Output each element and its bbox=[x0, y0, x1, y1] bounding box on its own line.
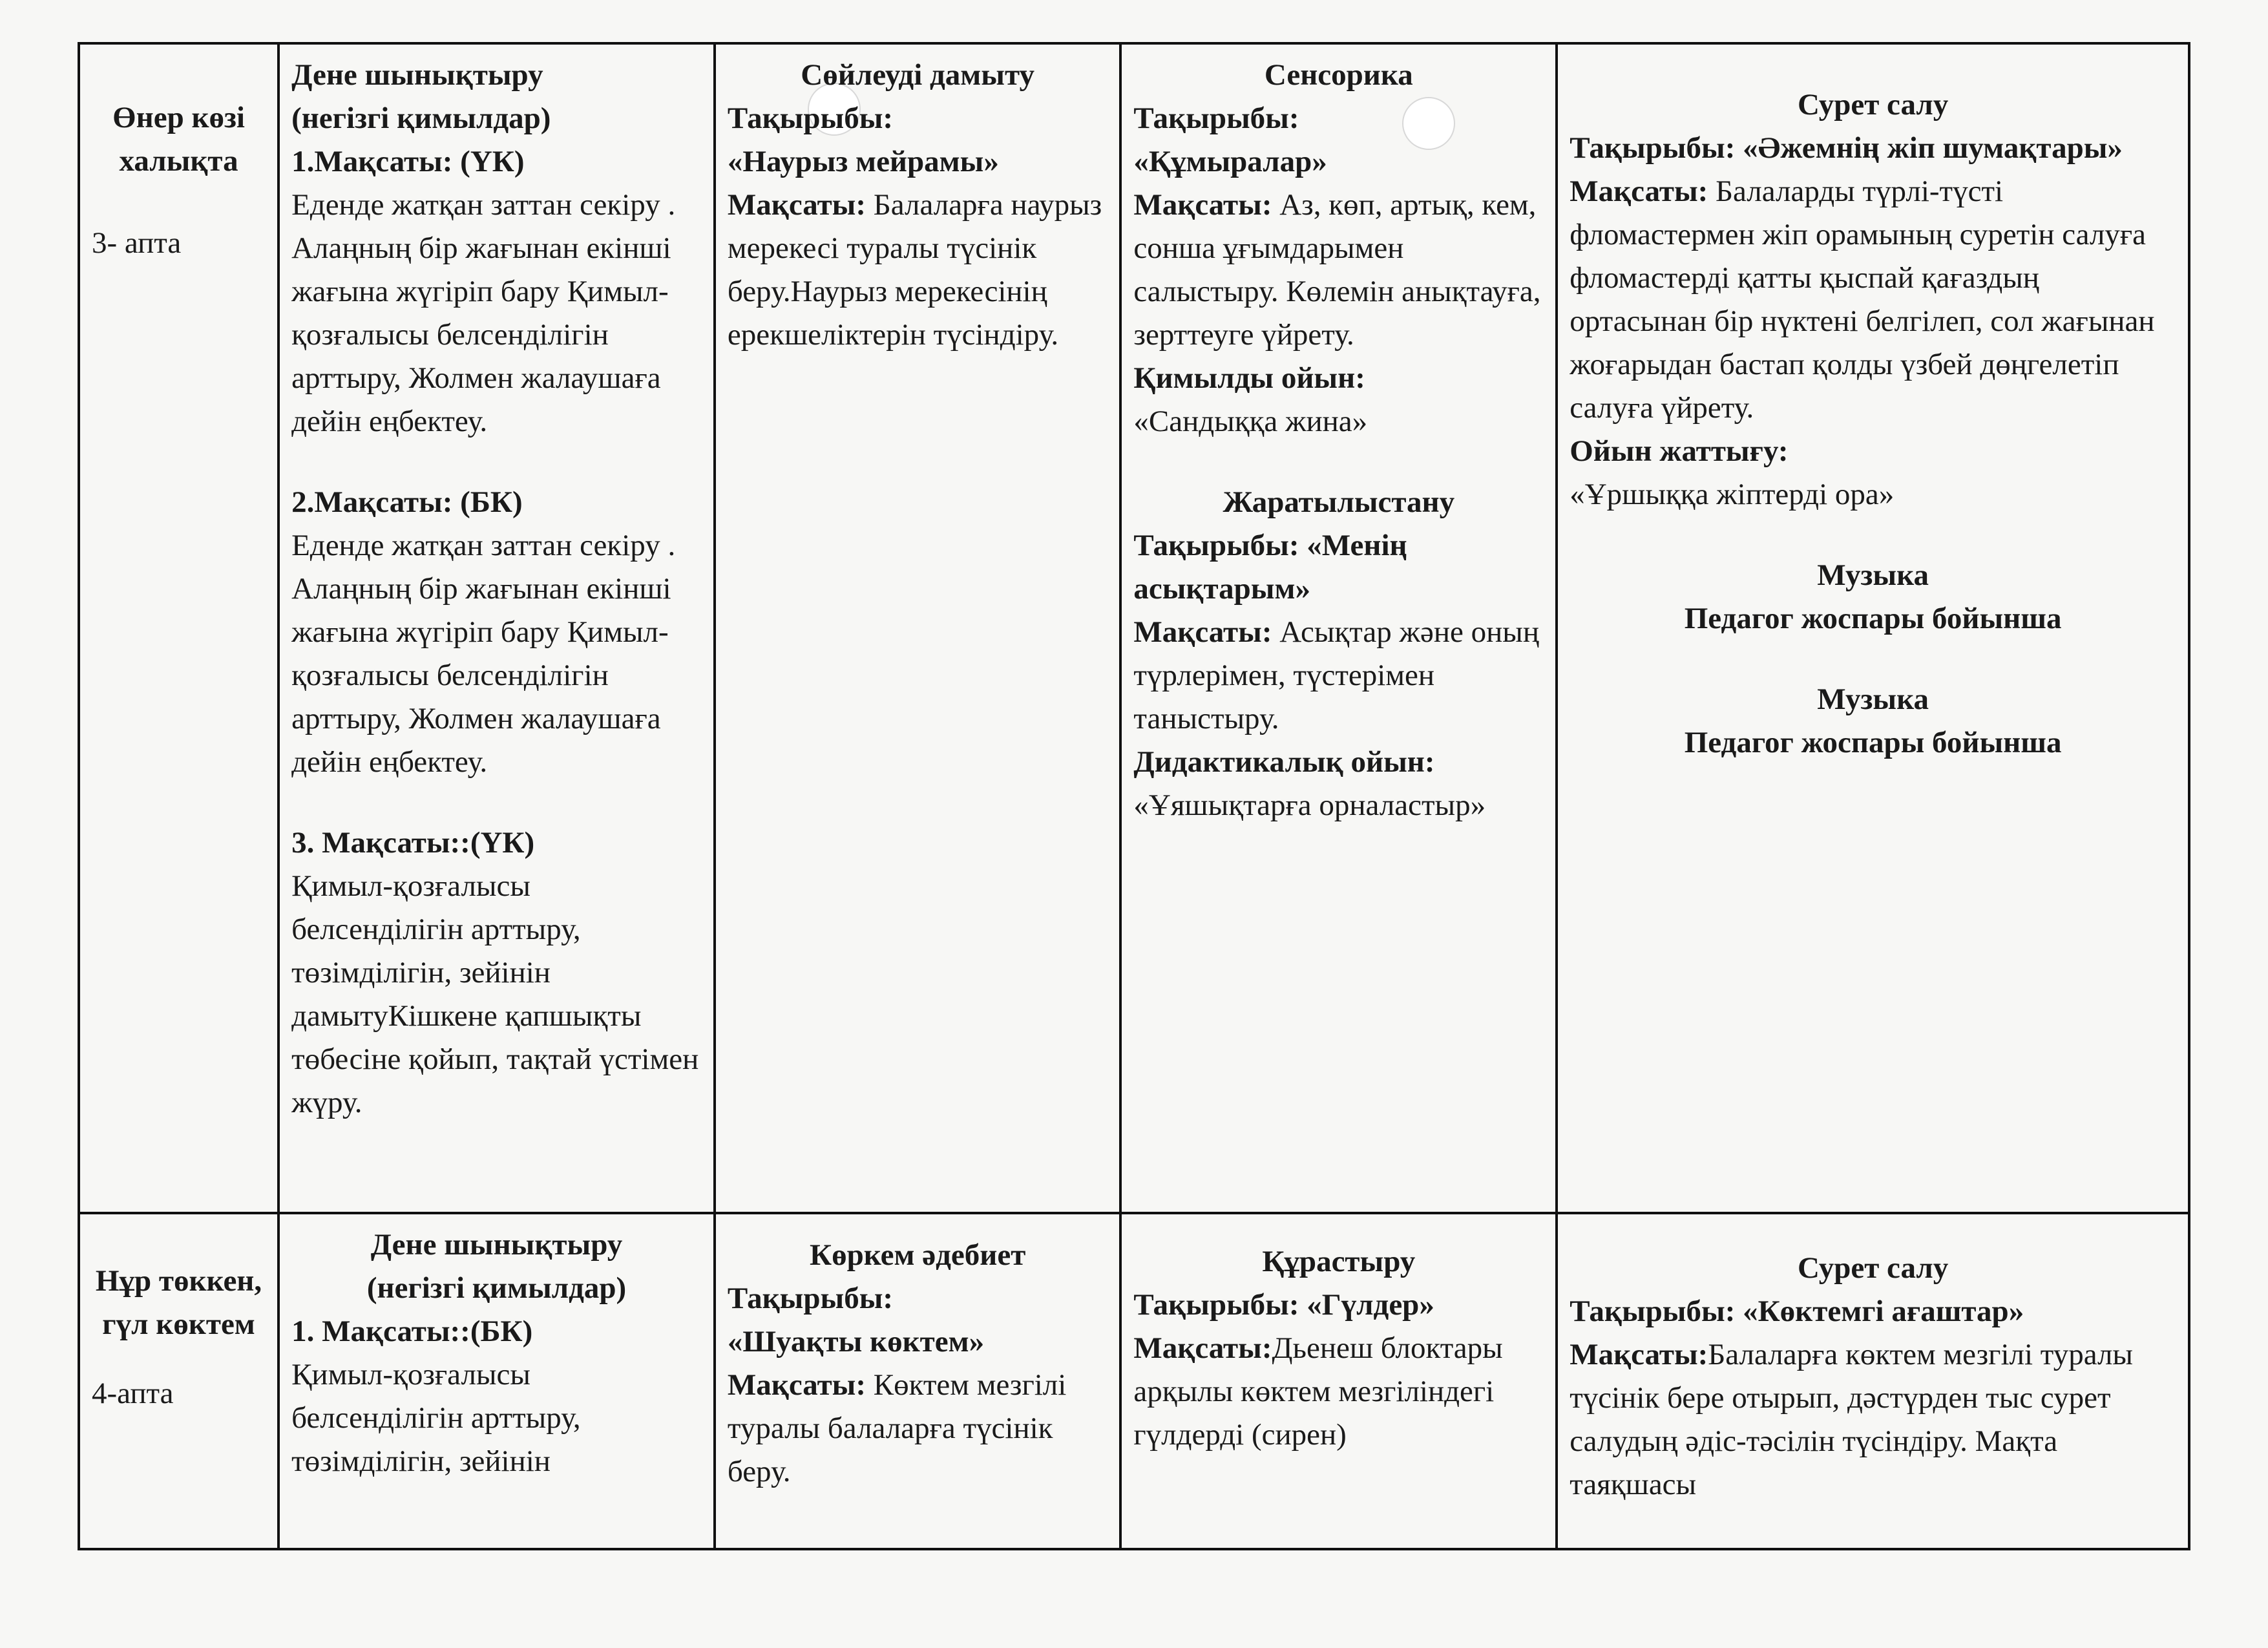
sensorics-cell bbox=[1120, 43, 1557, 1213]
topic-label: Тақырыбы: bbox=[1133, 529, 1299, 562]
goal-label: 2.Мақсаты: (БК) bbox=[291, 485, 523, 519]
theme-cell bbox=[79, 43, 278, 1213]
goal-text: Дьенеш блоктары арқылы көктем мезгіліндегі гүлдерді (сирен) bbox=[1133, 1331, 1503, 1452]
goal-label: 1.Мақсаты: (ҮК) bbox=[291, 145, 525, 178]
topic-paragraph bbox=[1570, 1290, 2176, 1333]
goal-paragraph bbox=[1570, 170, 2176, 430]
topic-text: «Көктемгі ағаштар» bbox=[1743, 1294, 2024, 1328]
goal-text: Асықтар және оның түрлерімен, түстерімен таныстыру. bbox=[1133, 615, 1539, 735]
game-text: «Ұяшықтарға орналастыр» bbox=[1133, 788, 1486, 822]
music-title: Музыка bbox=[1817, 558, 1929, 592]
table-row bbox=[79, 1213, 2189, 1549]
subject-heading: Жаратылыстану bbox=[1223, 485, 1455, 519]
topic-text: «Құмыралар» bbox=[1133, 145, 1327, 178]
subject-heading: Құрастыру bbox=[1262, 1245, 1416, 1278]
goal-label: 1. Мақсаты::(БК) bbox=[291, 1315, 533, 1348]
music-title: Музыка bbox=[1817, 682, 1929, 716]
goal-text: Еденде жатқан заттан секіру . Алаңның бір жағынан екінші жағына жүгіріп бару Қимыл-қозғалысы белсенділігін арттыру, Жолмен жалаушаға дейін еңбектеу. bbox=[291, 188, 676, 438]
subject-heading: Дене шынықтыру bbox=[370, 1228, 623, 1262]
table-row bbox=[79, 43, 2189, 1213]
topic-label: Тақырыбы: bbox=[727, 1282, 894, 1315]
music-text: Педагог жоспары бойынша bbox=[1684, 602, 2062, 635]
topic-text: «Наурыз мейрамы» bbox=[727, 145, 999, 178]
goal-label: Мақсаты: bbox=[1570, 174, 1708, 208]
topic-label: Тақырыбы: bbox=[1570, 131, 1736, 165]
topic-label: Тақырыбы: bbox=[727, 101, 894, 135]
theme-title: Нұр төккен, гүл көктем bbox=[95, 1264, 262, 1341]
subject-heading: Көркем әдебиет bbox=[810, 1238, 1026, 1272]
goal-text: Қимыл-қозғалысы белсенділігін арттыру, төзімділігін, зейінін дамытуКішкене қапшықты төбесіне қойып, тақтай үстімен жүру. bbox=[291, 869, 699, 1119]
physical-education-cell bbox=[278, 1213, 715, 1549]
literature-cell bbox=[715, 1213, 1120, 1549]
goal-paragraph bbox=[1570, 1333, 2176, 1506]
week-label: 3- апта bbox=[92, 226, 182, 260]
topic-text: «Шуақты көктем» bbox=[727, 1325, 985, 1358]
plan-table bbox=[78, 42, 2190, 1550]
game-label: Дидактикалық ойын: bbox=[1133, 745, 1435, 779]
goal-text: Көктем мезгілі туралы балаларға түсінік беру. bbox=[727, 1368, 1067, 1488]
goal-label: Мақсаты: bbox=[727, 1368, 866, 1402]
goal-label: Мақсаты: bbox=[1133, 1331, 1272, 1365]
topic-paragraph bbox=[1133, 524, 1544, 611]
topic-text: «Гүлдер» bbox=[1307, 1288, 1434, 1322]
subject-heading: Сурет салу bbox=[1797, 1251, 1949, 1285]
week-label: 4-апта bbox=[92, 1377, 174, 1410]
topic-text: «Менің асықтарым» bbox=[1133, 529, 1407, 606]
goal-text: Қимыл-қозғалысы белсенділігін арттыру, төзімділігін, зейінін bbox=[291, 1358, 581, 1478]
drawing-cell bbox=[1557, 43, 2189, 1213]
goal-paragraph bbox=[728, 184, 1108, 357]
subject-subheading: (негізгі қимылдар) bbox=[366, 1271, 627, 1305]
game-label: Қимылды ойын: bbox=[1133, 361, 1365, 395]
exercise-label: Ойын жаттығу: bbox=[1570, 434, 1789, 468]
topic-label: Тақырыбы: bbox=[1570, 1294, 1736, 1328]
drawing-cell bbox=[1557, 1213, 2189, 1549]
goal-paragraph bbox=[1133, 611, 1544, 741]
goal-text: Аз, көп, артық, кем, сонша ұғымдарымен салыстыру. Көлемін анықтауға, зерттеуге үйрету. bbox=[1133, 188, 1541, 352]
subject-heading: Сөйлеуді дамыту bbox=[801, 58, 1034, 92]
theme-cell bbox=[79, 1213, 278, 1549]
exercise-text: «Ұршыққа жіптерді ора» bbox=[1570, 478, 1895, 511]
goal-label: 3. Мақсаты::(ҮК) bbox=[291, 826, 535, 860]
goal-label: Мақсаты: bbox=[1133, 615, 1272, 649]
game-text: «Сандыққа жина» bbox=[1133, 405, 1368, 438]
goal-text: Балаларға наурыз мерекесі туралы түсінік беру.Наурыз мерекесінің ерекшеліктерін түсіндіру. bbox=[727, 188, 1102, 352]
speech-development-cell bbox=[715, 43, 1120, 1213]
topic-paragraph bbox=[1570, 127, 2176, 170]
physical-education-cell bbox=[278, 43, 715, 1213]
subject-heading: Дене шынықтыру bbox=[291, 58, 543, 92]
subject-heading: Сенсорика bbox=[1264, 58, 1413, 92]
goal-text: Балаларға көктем мезгілі туралы түсінік бере отырып, дәстүрден тыс сурет салудың әдіс-тәсілін түсіндіру. Мақта таяқшасы bbox=[1570, 1338, 2133, 1501]
topic-label: Тақырыбы: bbox=[1133, 101, 1299, 135]
goal-paragraph bbox=[1133, 184, 1544, 357]
topic-paragraph bbox=[1133, 1284, 1544, 1327]
goal-paragraph bbox=[1133, 1327, 1544, 1457]
goal-label: Мақсаты: bbox=[1570, 1338, 1708, 1371]
subject-heading: Сурет салу bbox=[1797, 88, 1949, 121]
goal-label: Мақсаты: bbox=[1133, 188, 1272, 222]
goal-paragraph bbox=[728, 1364, 1108, 1494]
subject-subheading: (негізгі қимылдар) bbox=[291, 101, 551, 135]
construction-cell bbox=[1120, 1213, 1557, 1549]
theme-title: Өнер көзі халықта bbox=[112, 101, 245, 178]
music-text: Педагог жоспары бойынша bbox=[1684, 726, 2062, 759]
topic-text: «Әжемнің жіп шумақтары» bbox=[1743, 131, 2123, 165]
topic-label: Тақырыбы: bbox=[1133, 1288, 1299, 1322]
goal-text: Балаларды түрлі-түсті фломастермен жіп орамының суретін салуға фломастерді қатты қыспай қағаздың ортасынан бір нүктені белгілеп, сол жағынан жоғарыдан бастап қолды үзбей дөңгелетіп салуға үйрету. bbox=[1570, 174, 2155, 425]
goal-text: Еденде жатқан заттан секіру . Алаңның бір жағынан екінші жағына жүгіріп бару Қимыл-қозғалысы белсенділігін арттыру, Жолмен жалаушаға дейін еңбектеу. bbox=[291, 529, 676, 779]
goal-label: Мақсаты: bbox=[727, 188, 866, 222]
